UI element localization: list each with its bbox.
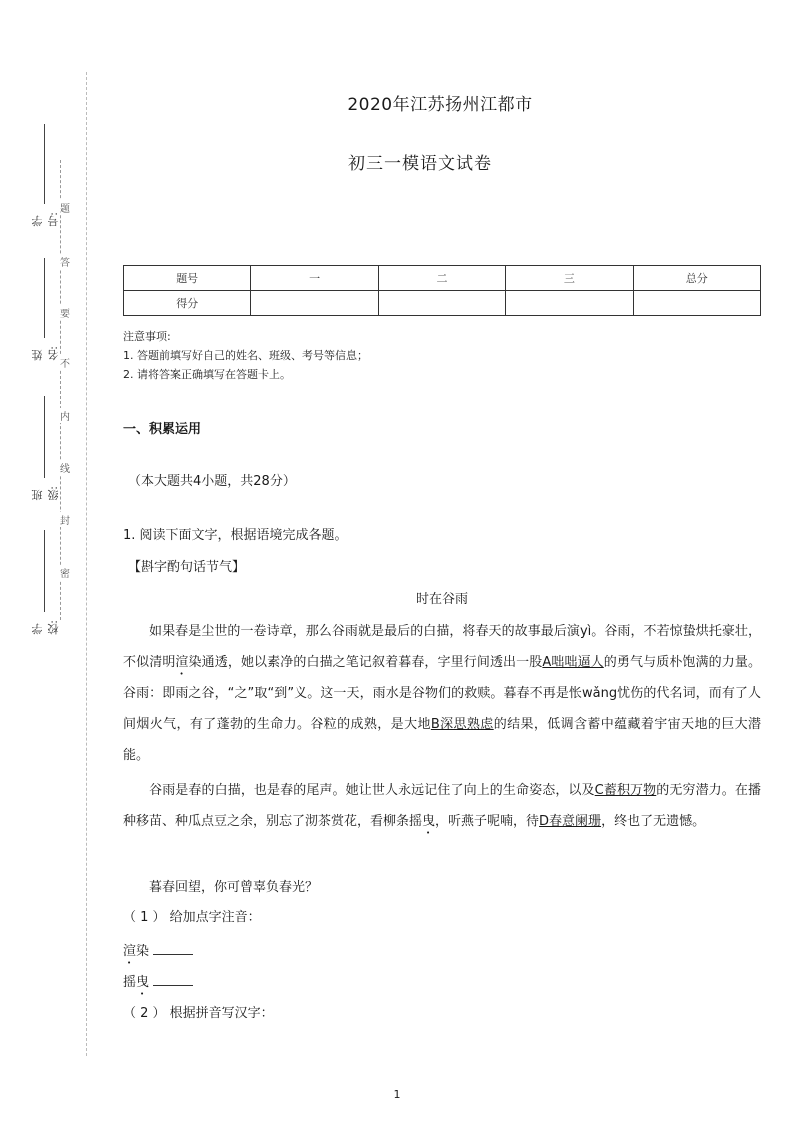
table-cell: 二 — [378, 266, 505, 291]
option-a: A咄咄逼人 — [542, 655, 604, 670]
binding-margin — [0, 0, 92, 1122]
score-input-cell[interactable] — [633, 291, 760, 316]
passage-title: 时在谷雨 — [415, 592, 468, 607]
section-title: 一、积累运用 — [123, 422, 202, 437]
option-d: D春意阑珊 — [539, 814, 602, 829]
answer-line: 渲染 — [123, 940, 193, 967]
table-row — [124, 291, 761, 316]
exam-title-line2: 初三一模语文试卷 — [348, 154, 492, 174]
notes-item: 2. 请将答案正确填写在答题卡上。 — [123, 368, 291, 381]
section-subtitle: （本大题共4小题，共28分） — [128, 474, 296, 489]
question-prompt: 1. 阅读下面文字，根据语境完成各题。 — [123, 528, 348, 543]
seal-char: 线 — [58, 460, 72, 475]
table-cell: 题号 — [124, 266, 251, 291]
seal-char: 内 — [58, 408, 72, 423]
dotted-char: 渲 — [175, 655, 189, 670]
answer-blank[interactable] — [153, 954, 193, 955]
class-label: 班级: — [31, 486, 60, 501]
passage-paragraph: 如果春是尘世的一卷诗章，那么谷雨就是最后的白描，将春天的故事最后演yì。谷雨，不若惊蛰烘托豪壮，不似清明渲染通透，她以素净的白描之笔记叙着暮春，字里行间透出一股A咄咄逼人的勇气与质朴饱满的力量。谷雨：即雨之谷，“之”取“到”义。这一天，雨水是谷物们的救赎。暮春不再是怅wǎng忧伤的代名词，而有了人间烟火气，有了蓬勃的生命力。谷粒的成熟，是大地B深思熟虑的结果，低调含蓄中蕴藏着宇宙天地的巨大潜能。 — [123, 624, 761, 763]
answer-line: 摇曳 — [123, 971, 193, 998]
notes — [123, 327, 368, 384]
table-cell: 三 — [506, 266, 633, 291]
option-b: B深思熟虑 — [430, 717, 494, 732]
name-line — [44, 258, 45, 338]
score-input-cell[interactable] — [378, 291, 505, 316]
page-number: 1 — [393, 1088, 401, 1101]
school-line — [44, 530, 45, 612]
score-input-cell[interactable] — [506, 291, 633, 316]
table-cell: 总分 — [633, 266, 760, 291]
seal-char: 要 — [58, 305, 72, 320]
seal-char: 封 — [58, 512, 72, 527]
notes-item: 1. 答题前填写好自己的姓名、班级、考号等信息； — [123, 349, 368, 362]
score-table — [123, 265, 761, 316]
table-row — [124, 266, 761, 291]
student-id-line — [44, 124, 45, 204]
seal-line — [60, 160, 73, 620]
exam-title-line1: 2020年江苏扬州江都市 — [347, 95, 533, 115]
option-c: C蓄积万物 — [594, 783, 657, 798]
passage-paragraph: 谷雨是春的白描，也是春的尾声。她让世人永远记住了向上的生命姿态，以及C蓄积万物的无穷潜力。在播种移苗、种瓜点豆之余，别忘了沏茶赏花，看柳条摇曳，听燕子呢喃，待D春意阑珊，终也了无遗憾。 — [123, 783, 761, 829]
score-input-cell[interactable] — [251, 291, 378, 316]
name-label: 姓名: — [31, 346, 60, 361]
answer-blank[interactable] — [153, 985, 193, 986]
seal-char: 不 — [58, 355, 72, 370]
notes-heading: 注意事项: — [123, 330, 171, 343]
table-cell: 得分 — [124, 291, 251, 316]
school-label: 学校: — [31, 620, 60, 635]
passage-heading: 【斟字酌句话节气】 — [128, 560, 246, 575]
seal-char: 密 — [58, 565, 72, 580]
binding-dashed-line — [86, 72, 87, 1056]
subquestion: （ 2 ） 根据拼音写汉字： — [123, 1006, 274, 1021]
seal-char: 答 — [58, 254, 72, 269]
passage-paragraph: 暮春回望，你可曾辜负春光？ — [149, 880, 319, 895]
table-cell: 一 — [251, 266, 378, 291]
seal-char: 题 — [58, 200, 72, 215]
class-line — [44, 396, 45, 478]
dotted-char: 曳 — [422, 814, 436, 829]
subquestion: （ 1 ） 给加点字注音： — [123, 910, 261, 925]
student-id-label: 学号: — [31, 212, 60, 227]
